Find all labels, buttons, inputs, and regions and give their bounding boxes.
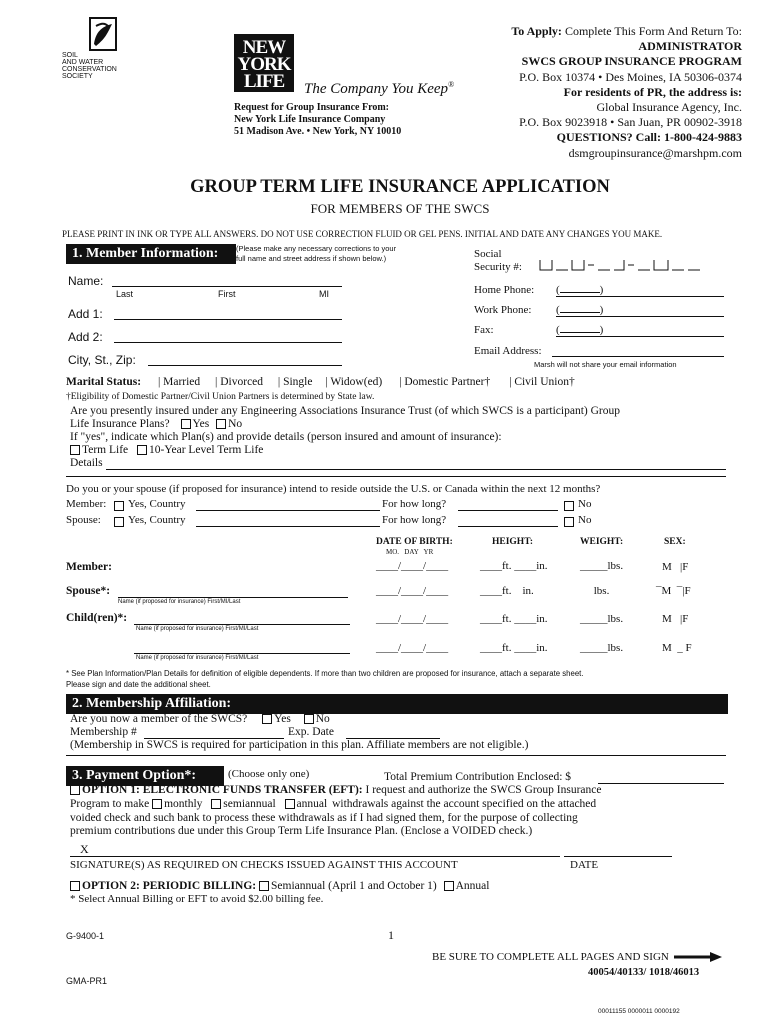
widowed-checkbox[interactable]: | bbox=[325, 376, 328, 388]
page-number: 1 bbox=[388, 928, 394, 942]
name-field[interactable] bbox=[112, 286, 342, 287]
reside-member-yes-checkbox[interactable] bbox=[114, 501, 124, 511]
sex-m-label: M bbox=[662, 561, 672, 573]
apply-pr-label: For residents of PR, the address is: bbox=[563, 84, 742, 99]
spouse-name-caption: Name (if proposed for insurance) First/MI/Last bbox=[118, 599, 241, 605]
option1-freq-row bbox=[70, 798, 596, 810]
option1-title: OPTION 1: ELECTRONIC FUNDS TRANSFER (EFT): bbox=[82, 784, 363, 796]
section1-note-line: (Please make any necessary corrections to your bbox=[236, 244, 397, 253]
spouse-sex-options[interactable]: ¯M ¯|F bbox=[656, 585, 691, 597]
lbs-label: lbs. bbox=[607, 613, 624, 625]
spouse-dob-field[interactable]: ____/____/____ bbox=[376, 585, 449, 597]
child2-height-field[interactable]: ____ft. ____in. bbox=[480, 642, 548, 654]
ssn-label bbox=[474, 248, 522, 274]
ssn-field[interactable] bbox=[538, 258, 728, 272]
apply-address-block bbox=[412, 24, 742, 161]
child1-sex-options[interactable]: M |F bbox=[662, 613, 689, 625]
ssn-label-line: Social bbox=[474, 248, 502, 260]
child1-weight-field[interactable]: _____lbs. bbox=[580, 613, 624, 625]
barcode-text: 00011155 0000011 0000192 bbox=[598, 1008, 680, 1015]
trademark-icon: ® bbox=[448, 80, 455, 89]
apply-admin: ADMINISTRATOR bbox=[638, 39, 742, 54]
weight-header: WEIGHT: bbox=[580, 537, 624, 547]
option1-checkbox[interactable] bbox=[70, 785, 80, 795]
name-first-caption: First bbox=[218, 289, 236, 299]
option2-annual-checkbox[interactable] bbox=[444, 881, 454, 891]
membership-number-label: Membership # bbox=[70, 726, 137, 738]
membership-no-label: No bbox=[315, 713, 330, 725]
spouse-height-field[interactable]: ____ft. in. bbox=[480, 585, 534, 597]
reside-question: Do you or your spouse (if proposed for insurance) intend to reside outside the U.S. or Canada within the next 12 months? bbox=[66, 483, 601, 495]
sex-f-label: F bbox=[682, 613, 689, 625]
home-phone-label: Home Phone: bbox=[474, 284, 535, 296]
spouse-row-label: Spouse*: bbox=[66, 585, 111, 597]
insured-question-cont bbox=[70, 418, 242, 430]
ft-label: ft. bbox=[502, 642, 512, 654]
spouse-weight-field[interactable] bbox=[580, 585, 609, 597]
lbs-label: lbs. bbox=[593, 585, 610, 597]
reside-spouse-label: Spouse: bbox=[66, 514, 101, 526]
child1-name-field[interactable] bbox=[134, 624, 350, 625]
add2-label: Add 2: bbox=[68, 330, 103, 344]
ten-year-label: 10-Year Level Term Life bbox=[149, 444, 264, 456]
reside-member-no-label: No bbox=[578, 498, 592, 510]
in-label: in. bbox=[522, 585, 534, 597]
option2-semiannual-label: Semiannual (April 1 and October 1) bbox=[271, 880, 437, 892]
in-label: in. bbox=[536, 560, 548, 572]
spouse-name-field[interactable] bbox=[118, 597, 348, 598]
option1-freq-cont: withdrawals against the account specified on the attached bbox=[332, 798, 597, 810]
details-label: Details bbox=[70, 457, 103, 469]
insured-no-checkbox[interactable] bbox=[216, 419, 226, 429]
divorced-label: Divorced bbox=[220, 376, 264, 388]
page-subtitle: FOR MEMBERS OF THE SWCS bbox=[310, 201, 490, 216]
membership-yes-label: Yes bbox=[274, 713, 291, 725]
signature-field[interactable] bbox=[70, 856, 560, 857]
child2-name-field[interactable] bbox=[134, 653, 350, 654]
section-divider bbox=[66, 476, 726, 477]
apply-email: dsmgroupinsurance@marshpm.com bbox=[568, 145, 742, 160]
divorced-checkbox[interactable]: | bbox=[215, 376, 218, 388]
child2-dob-field[interactable]: ____/____/____ bbox=[376, 642, 449, 654]
insured-yes-label: Yes bbox=[192, 418, 210, 430]
dob-subheader: MO. DAY YR bbox=[386, 548, 434, 556]
soil-logo-text: AND WATER bbox=[62, 59, 104, 66]
reside-spouse-no-checkbox[interactable] bbox=[564, 517, 574, 527]
signature-date-caption: DATE bbox=[570, 859, 599, 871]
civil-label: Civil Union† bbox=[514, 376, 575, 388]
ssn-boxes bbox=[538, 258, 728, 272]
membership-no-checkbox[interactable] bbox=[304, 714, 314, 724]
reside-spouse-yes-checkbox[interactable] bbox=[114, 517, 124, 527]
membership-requirement: (Membership in SWCS is required for participation in this plan. Affiliate members are not eligible.) bbox=[70, 739, 529, 751]
reside-member-no-checkbox[interactable] bbox=[564, 501, 574, 511]
exp-date-label: Exp. Date bbox=[288, 726, 334, 738]
choose-note: (Choose only one) bbox=[228, 768, 310, 780]
add1-field[interactable] bbox=[114, 319, 342, 320]
be-sure-text: BE SURE TO COMPLETE ALL PAGES AND SIGN bbox=[432, 951, 669, 963]
lbs-label: lbs. bbox=[607, 560, 624, 572]
nyl-request-line: New York Life Insurance Company bbox=[234, 114, 386, 125]
city-label: City, St., Zip: bbox=[68, 353, 136, 367]
form-codes: 40054/40133/ 1018/46013 bbox=[588, 967, 700, 978]
reside-spouse-howlong-label: For how long? bbox=[382, 514, 447, 526]
child1-dob-field[interactable]: ____/____/____ bbox=[376, 613, 449, 625]
soil-logo-text: SOIL bbox=[62, 52, 78, 59]
page-title: GROUP TERM LIFE INSURANCE APPLICATION bbox=[190, 177, 610, 197]
sex-f-label: F bbox=[685, 642, 692, 654]
form-number: G-9400-1 bbox=[66, 931, 105, 941]
civil-checkbox[interactable]: | bbox=[509, 376, 512, 388]
apply-questions: QUESTIONS? Call: 1-800-424-9883 bbox=[556, 130, 742, 145]
name-last-caption: Last bbox=[116, 289, 134, 299]
nyl-logo-text: LIFE bbox=[243, 71, 285, 92]
email-label: Email Address: bbox=[474, 345, 542, 357]
term-life-checkbox[interactable] bbox=[70, 445, 80, 455]
child2-weight-field[interactable]: _____lbs. bbox=[580, 642, 624, 654]
insured-question-text: Life Insurance Plans? bbox=[70, 418, 170, 430]
section3-header: 3. Payment Option*: bbox=[66, 766, 224, 786]
ft-label: ft. bbox=[502, 613, 512, 625]
dependents-footnote: * See Plan Information/Plan Details for definition of eligible dependents. If more than two children are proposed for insurance, attach a separate sheet. bbox=[66, 669, 584, 678]
reside-member-country-field[interactable] bbox=[196, 510, 380, 511]
sex-header: SEX: bbox=[664, 537, 686, 547]
apply-pr-box: P.O. Box 9023918 • San Juan, PR 00902-3918 bbox=[519, 115, 742, 130]
eligibility-note: †Eligibility of Domestic Partner/Civil Union Partners is determined by State law. bbox=[66, 392, 375, 402]
option1-text: I request and authorize the SWCS Group Insurance bbox=[362, 784, 602, 796]
dependents-footnote-2: Please sign and date the additional sheet. bbox=[66, 680, 211, 689]
signature-x: X bbox=[80, 842, 89, 856]
nyl-request-line: Request for Group Insurance From: bbox=[234, 102, 389, 113]
instructions: PLEASE PRINT IN INK OR TYPE ALL ANSWERS. DO NOT USE CORRECTION FLUID OR GEL PENS. INITIAL AND DATE ANY CHANGES YOU MAKE. bbox=[62, 229, 663, 239]
details-field[interactable] bbox=[106, 469, 726, 470]
ssn-label-line: Security #: bbox=[474, 261, 522, 273]
apply-po-box: P.O. Box 10374 • Des Moines, IA 50306-0374 bbox=[519, 69, 742, 84]
sex-f-label: F bbox=[684, 585, 691, 597]
lbs-label: lbs. bbox=[607, 642, 624, 654]
be-sure-note bbox=[432, 951, 722, 963]
sex-m-label: M bbox=[662, 642, 672, 654]
nyl-logo-text: YORK bbox=[237, 54, 291, 75]
sex-f-label: F bbox=[682, 561, 689, 573]
section1-note bbox=[236, 244, 396, 264]
apply-program: SWCS GROUP INSURANCE PROGRAM bbox=[521, 54, 742, 69]
insured-no-label: No bbox=[228, 418, 243, 430]
home-phone-field[interactable]: ( ) bbox=[556, 284, 724, 297]
reside-spouse-yes-label: Yes, Country bbox=[128, 514, 186, 526]
semiannual-checkbox[interactable] bbox=[211, 799, 221, 809]
child2-name-caption: Name (if proposed for insurance) First/MI/Last bbox=[136, 655, 259, 661]
reside-member-label: Member: bbox=[66, 498, 107, 510]
married-checkbox[interactable]: | bbox=[157, 376, 161, 388]
option1-freq-text: Program to make bbox=[70, 798, 150, 810]
add1-label: Add 1: bbox=[68, 307, 103, 321]
soil-logo-icon bbox=[82, 16, 122, 54]
member-sex-options[interactable]: M |F bbox=[662, 561, 689, 573]
membership-yes-checkbox[interactable] bbox=[262, 714, 272, 724]
single-label: Single bbox=[283, 376, 313, 388]
name-label: Name: bbox=[68, 274, 104, 288]
section2-header: 2. Membership Affiliation: bbox=[66, 694, 728, 714]
option2-semiannual-checkbox[interactable] bbox=[259, 881, 269, 891]
nyl-tagline-text: The Company You Keep bbox=[304, 81, 449, 97]
option1-text-line: premium contributions due under this Group Term Life Insurance Plan. (Enclose a VOIDED check.) bbox=[70, 825, 533, 837]
soil-logo-text: SOCIETY bbox=[62, 73, 93, 80]
member-weight-field[interactable]: _____lbs. bbox=[580, 560, 624, 572]
nyl-request-line: 51 Madison Ave. • New York, NY 10010 bbox=[234, 126, 402, 137]
insured-question: Are you presently insured under any Engineering Associations Insurance Trust (of which SWCS is a participant) Group bbox=[70, 405, 620, 417]
semiannual-label: semiannual bbox=[223, 798, 276, 810]
plan-details-question: If "yes", indicate which Plan(s) and provide details (person insured and amount of insurance): bbox=[70, 431, 502, 443]
section-divider bbox=[66, 755, 726, 756]
ten-year-checkbox[interactable] bbox=[137, 445, 147, 455]
apply-label: To Apply: bbox=[511, 24, 562, 38]
plan-options-row bbox=[70, 444, 263, 456]
option2-title: OPTION 2: PERIODIC BILLING: bbox=[82, 880, 257, 892]
in-label: in. bbox=[536, 613, 548, 625]
domestic-checkbox[interactable]: | bbox=[399, 376, 402, 388]
child1-height-field[interactable]: ____ft. ____in. bbox=[480, 613, 548, 625]
monthly-label: monthly bbox=[164, 798, 203, 810]
work-phone-field[interactable]: ( ) bbox=[556, 304, 724, 317]
fax-field[interactable]: ( ) bbox=[556, 324, 724, 337]
child2-sex-options[interactable]: M _ F bbox=[662, 642, 692, 654]
ft-label: ft. bbox=[502, 560, 512, 572]
billing-fee-note: * Select Annual Billing or EFT to avoid $2.00 billing fee. bbox=[70, 893, 324, 905]
monthly-checkbox[interactable] bbox=[152, 799, 162, 809]
apply-text: Complete This Form And Return To: bbox=[561, 24, 742, 38]
option2-annual-label: Annual bbox=[455, 880, 490, 892]
reside-member-howlong-field[interactable] bbox=[458, 510, 558, 511]
sex-m-label: M bbox=[662, 613, 672, 625]
single-checkbox[interactable]: | bbox=[277, 376, 281, 388]
height-header: HEIGHT: bbox=[492, 537, 533, 547]
section1-note-line: full name and street address if shown below.) bbox=[236, 254, 387, 263]
nyl-request-block bbox=[234, 102, 401, 138]
dob-header: DATE OF BIRTH: bbox=[376, 537, 453, 547]
member-dob-field[interactable]: ____/____/____ bbox=[376, 560, 449, 572]
add2-field[interactable] bbox=[114, 342, 342, 343]
reside-spouse-howlong-field[interactable] bbox=[458, 526, 558, 527]
city-field[interactable] bbox=[148, 365, 342, 366]
signature-caption: SIGNATURE(S) AS REQUIRED ON CHECKS ISSUED AGAINST THIS ACCOUNT bbox=[70, 859, 458, 871]
reside-spouse-no-label: No bbox=[578, 514, 592, 526]
apply-pr-agency: Global Insurance Agency, Inc. bbox=[596, 100, 742, 115]
reside-member-howlong-label: For how long? bbox=[382, 498, 447, 510]
annual-label: annual bbox=[296, 798, 328, 810]
soil-logo-text: CONSERVATION bbox=[62, 66, 117, 73]
nyl-logo-text: NEW bbox=[242, 37, 286, 58]
domestic-label: Domestic Partner† bbox=[404, 376, 491, 388]
married-label: Married bbox=[163, 376, 201, 388]
in-label: in. bbox=[536, 642, 548, 654]
email-field[interactable] bbox=[552, 356, 724, 357]
reside-spouse-country-field[interactable] bbox=[196, 526, 380, 527]
option1-row bbox=[70, 784, 601, 796]
sex-m-label: M bbox=[661, 585, 672, 597]
option2-row bbox=[70, 880, 489, 892]
insured-yes-checkbox[interactable] bbox=[181, 419, 191, 429]
child1-name-caption: Name (if proposed for insurance) First/MI/Last bbox=[136, 626, 259, 632]
member-height-field[interactable]: ____ft. ____in. bbox=[480, 560, 548, 572]
email-privacy-note: Marsh will not share your email information bbox=[534, 360, 677, 369]
member-row-label: Member: bbox=[66, 561, 112, 573]
marital-label: Marital Status: bbox=[66, 376, 142, 388]
ft-label: ft. bbox=[502, 585, 512, 597]
annual-checkbox[interactable] bbox=[285, 799, 295, 809]
membership-question: Are you now a member of the SWCS? bbox=[70, 713, 248, 725]
total-premium-field[interactable] bbox=[598, 783, 724, 784]
work-phone-label: Work Phone: bbox=[474, 304, 532, 316]
child-row-label: Child(ren)*: bbox=[66, 612, 128, 624]
nyl-logo bbox=[234, 34, 294, 92]
section1-header: 1. Member Information: bbox=[66, 244, 236, 264]
fax-label: Fax: bbox=[474, 324, 494, 336]
option1-text-line: voided check and such bank to process these withdrawals as if I had signed them, for the purpose of collecting bbox=[70, 812, 578, 824]
membership-question-row bbox=[70, 713, 330, 725]
marital-status-row bbox=[66, 376, 575, 388]
arrow-right-icon bbox=[674, 952, 722, 962]
widowed-label: Widow(ed) bbox=[330, 376, 383, 388]
reside-member-yes-label: Yes, Country bbox=[128, 498, 186, 510]
option2-checkbox[interactable] bbox=[70, 881, 80, 891]
signature-date-field[interactable] bbox=[564, 856, 672, 857]
name-mi-caption: MI bbox=[319, 289, 329, 299]
total-premium-label: Total Premium Contribution Enclosed: $ bbox=[384, 771, 572, 783]
term-life-label: Term Life bbox=[82, 444, 129, 456]
gma-code: GMA-PR1 bbox=[66, 976, 108, 986]
